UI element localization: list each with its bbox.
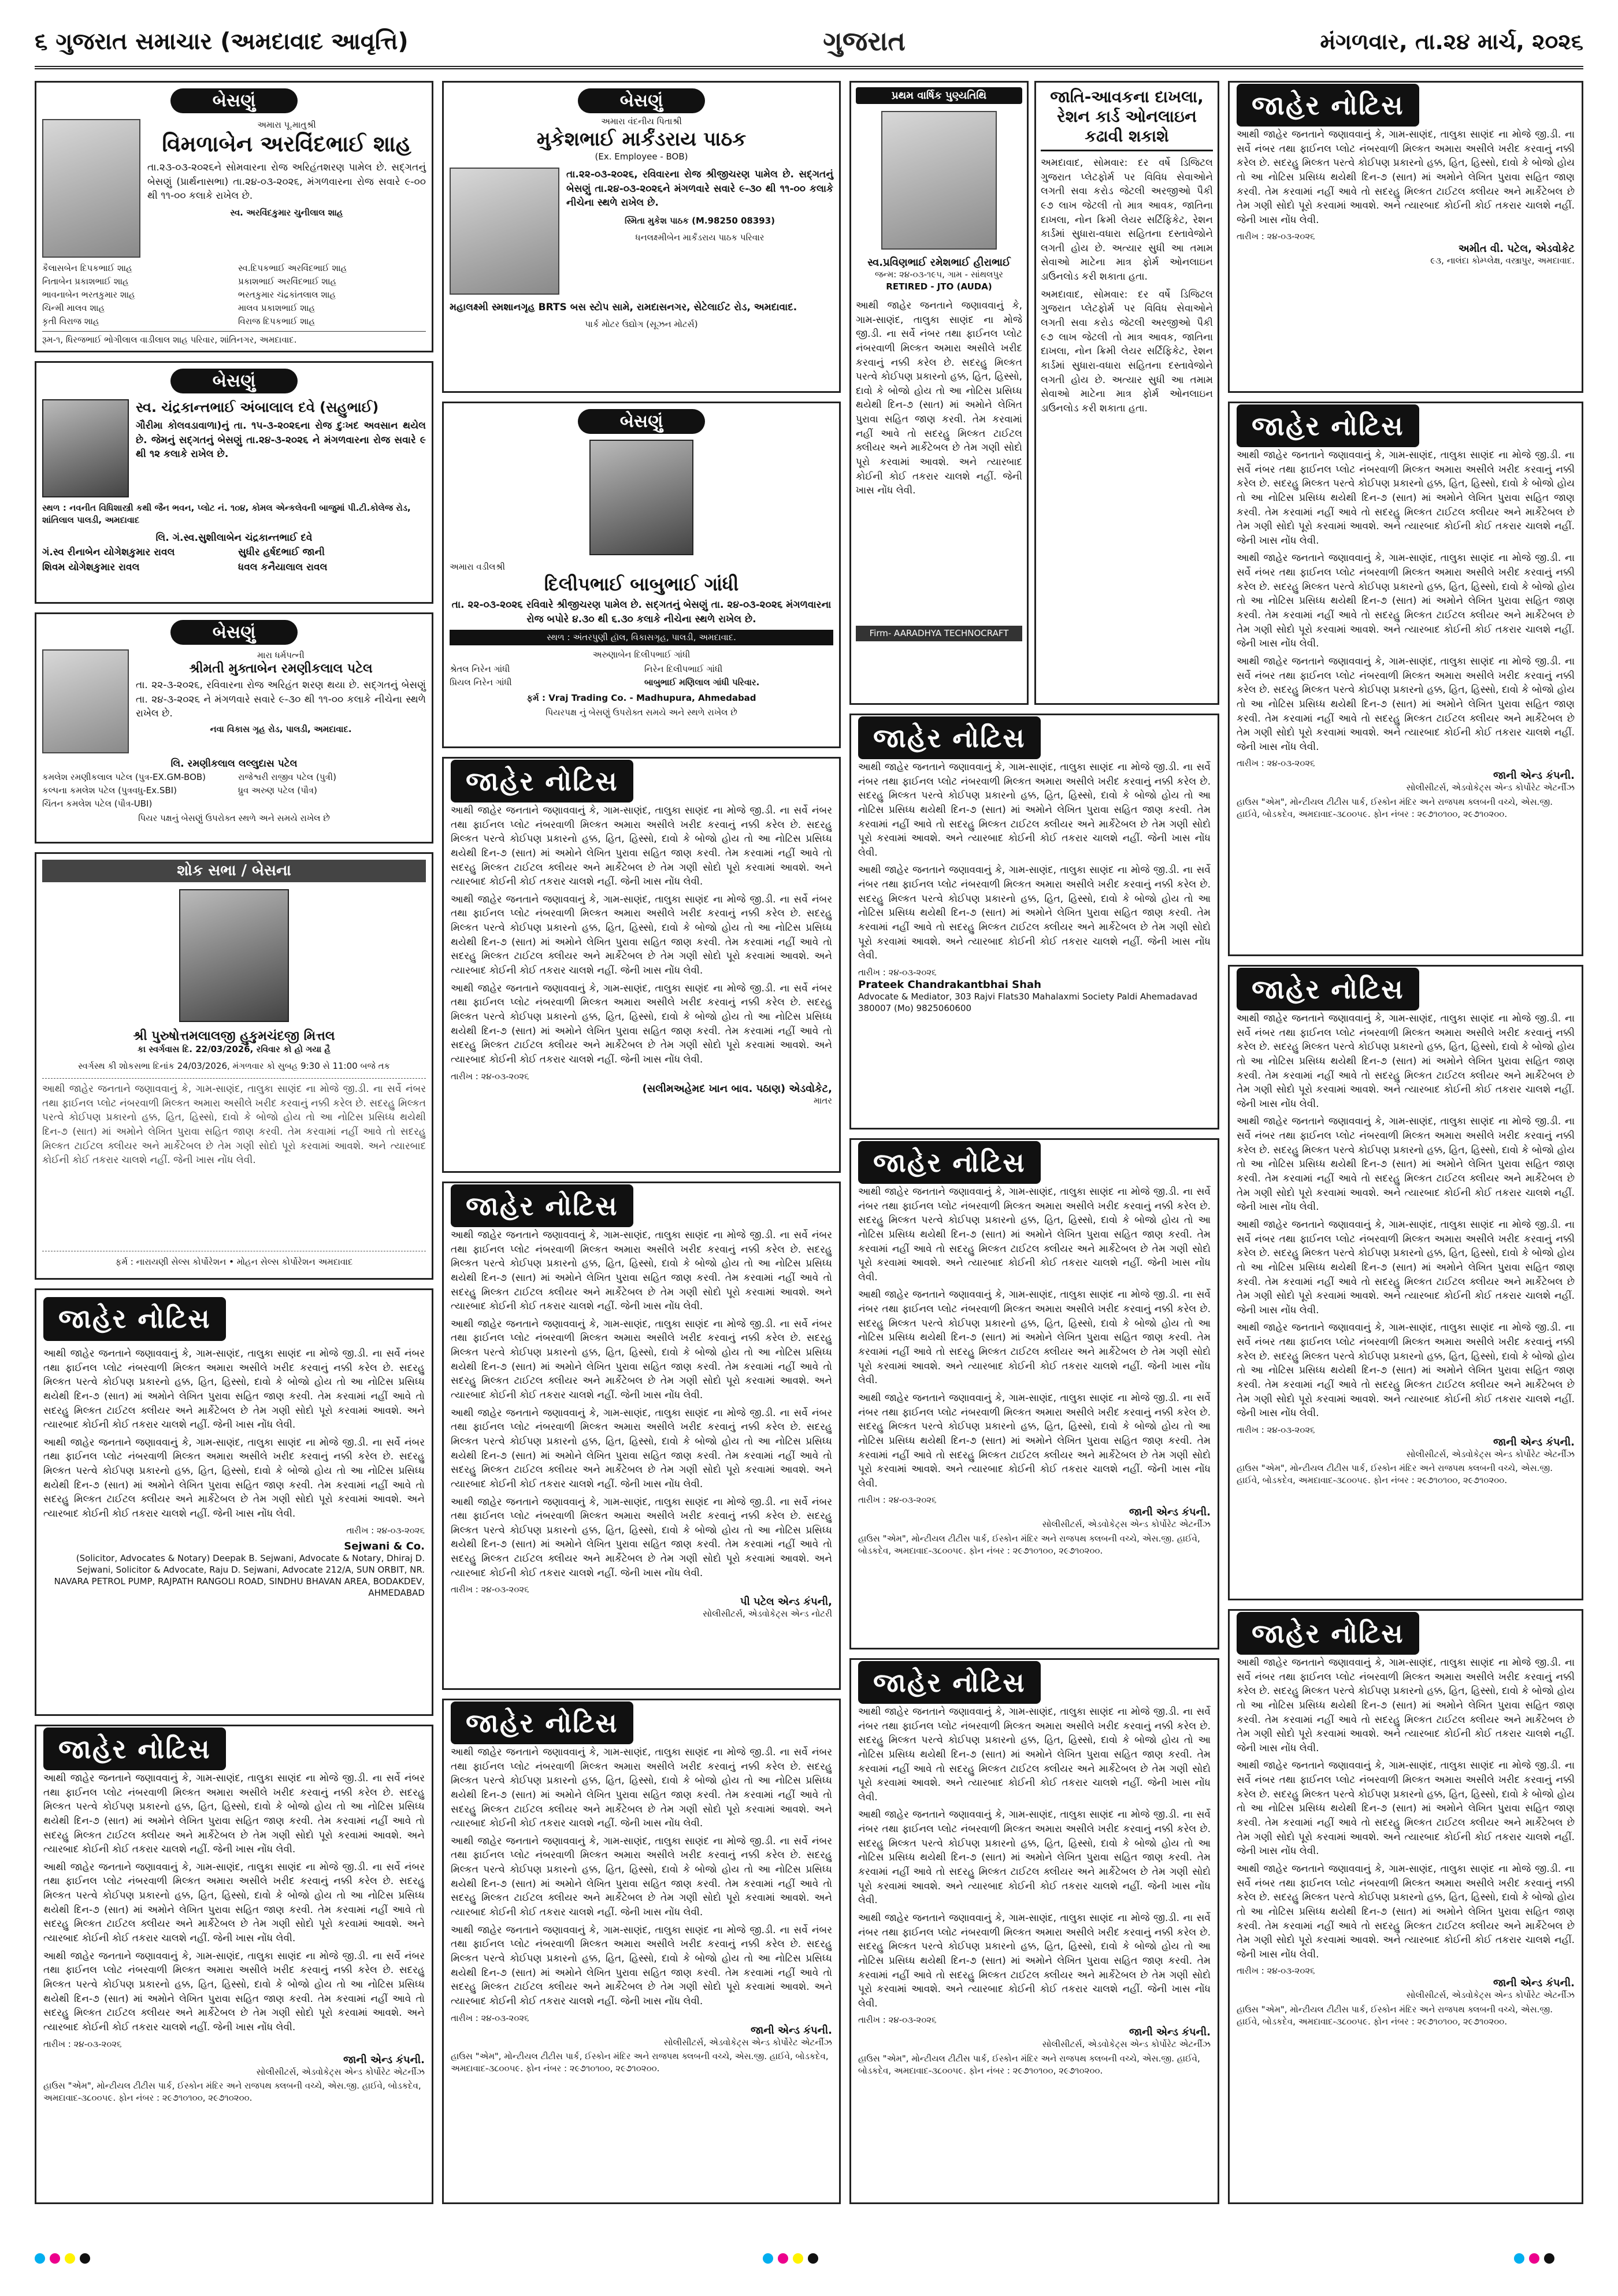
notice-lawyer: જાની એન્ડ કંપની. bbox=[343, 2053, 425, 2066]
notice-firm: સોલીસીટર્સ, એડવોકેટ્સ એન્ડ કોર્પોરેટ એટર્નીઝ bbox=[663, 2037, 832, 2048]
cmyk-dot bbox=[1529, 2253, 1539, 2264]
public-notice-amitpatel bbox=[1228, 81, 1583, 393]
notice-date: તારીખ : ૨૪-૦૩-૨૦૨૬ bbox=[43, 2038, 122, 2049]
notice-body: આથી જાહેર જનતાને જણાવવાનું કે, ગામ-સાણંદ, તાલુકા સાણંદ ના મોજે જી.ડી. ના સર્વે નંબર તથા ફાઈનલ પ્લોટ નંબરવાળી મિલ્કત અમારા અસીલે ખરીદ કરવાનું નક્કી કરેલ છે. સદરહુ મિલ્કત પરત્વે કોઈપણ પ્રકારનો હક્ક, હિત, હિસ્સો, દાવો કે બોજો હોય તો આ નોટિસ પ્રસિધ્ધ થયેથી દિન-૭ (સાત) માં અમોને લેખિત પુરાવા સહિત જાણ કરવી. તેમ કરવામાં નહીં આવે તો સદરહુ મિલ્કત ટાઈટલ ક્લીયર અને માર્કેટેબલ છે તેમ ગણી સોદો પૂરો કરવામાં આવશે. અને ત્યારબાદ કોઈની કોઈ તકરાર ચાલશે નહીં. જેની ખાસ નોંધ લેવી. bbox=[43, 1861, 425, 1945]
notice-body: આથી જાહેર જનતાને જણાવવાનું કે, ગામ-સાણંદ, તાલુકા સાણંદ ના મોજે જી.ડી. ના સર્વે નંબર તથા ફાઈનલ પ્લોટ નંબરવાળી મિલ્કત અમારા અસીલે ખરીદ કરવાનું નક્કી કરેલ છે. સદરહુ મિલ્કત પરત્વે કોઈપણ પ્રકારનો હક્ક, હિત, હિસ્સો, દાવો કે બોજો હોય તો આ નોટિસ પ્રસિધ્ધ થયેથી દિન-૭ (સાત) માં અમોને લેખિત પુરાવા સહિત જાણ કરવી. તેમ કરવામાં નહીં આવે તો સદરહુ મિલ્કત ટાઈટલ ક્લીયર અને માર્કેટેબલ છે તેમ ગણી સોદો પૂરો કરવામાં આવશે. અને ત્યારબાદ કોઈની કોઈ તકરાર ચાલશે નહીં. જેની ખાસ નોંધ લેવી. bbox=[43, 1436, 425, 1520]
obituary-mukeshbhai bbox=[442, 81, 841, 393]
notice-label: જાહેર નોટિસ bbox=[43, 1727, 226, 1770]
notice-firm: સોલીસીટર્સ, એડવોકેટ્સ એન્ડ કોર્પોરેટ એટર્નીઝ bbox=[1042, 1519, 1211, 1530]
news-headline: જાતિ-આવકના દાખલા, રેશન કાર્ડ ઓનલાઇન કઢાવી શકાશે bbox=[1041, 87, 1213, 151]
notice-body: આથી જાહેર જનતાને જણાવવાનું કે, ગામ-સાણંદ, તાલુકા સાણંદ ના મોજે જી.ડી. ના સર્વે નંબર તથા ફાઈનલ પ્લોટ નંબરવાળી મિલ્કત અમારા અસીલે ખરીદ કરવાનું નક્કી કરેલ છે. સદરહુ મિલ્કત પરત્વે કોઈપણ પ્રકારનો હક્ક, હિત, હિસ્સો, દાવો કે બોજો હોય તો આ નોટિસ પ્રસિધ્ધ થયેથી દિન-૭ (સાત) માં અમોને લેખિત પુરાવા સહિત જાણ કરવી. તેમ કરવામાં નહીં આવે તો સદરહુ મિલ્કત ટાઈટલ ક્લીયર અને માર્કેટેબલ છે તેમ ગણી સોદો પૂરો કરવામાં આવશે. અને ત્યારબાદ કોઈની કોઈ તકરાર ચાલશે નહીં. જેની ખાસ નોંધ લેવી. bbox=[858, 1392, 1211, 1489]
notice-body: આથી જાહેર જનતાને જણાવવાનું કે, ગામ-સાણંદ, તાલુકા સાણંદ ના મોજે જી.ડી. ના સર્વે નંબર તથા ફાઈનલ પ્લોટ નંબરવાળી મિલ્કત અમારા અસીલે ખરીદ કરવાનું નક્કી કરેલ છે. સદરહુ મિલ્કત પરત્વે કોઈપણ પ્રકારનો હક્ક, હિત, હિસ્સો, દાવો કે બોજો હોય તો આ નોટિસ પ્રસિધ્ધ થયેથી દિન-૭ (સાત) માં અમોને લેખિત પુરાવા સહિત જાણ કરવી. તેમ કરવામાં નહીં આવે તો સદરહુ મિલ્કત ટાઈટલ ક્લીયર અને માર્કેટેબલ છે તેમ ગણી સોદો પૂરો કરવામાં આવશે. અને ત્યારબાદ કોઈની કોઈ તકરાર ચાલશે નહીં. જેની ખાસ નોંધ લેવી. bbox=[1237, 1116, 1575, 1213]
notice-firm: ૯૩, નાલંદા કોમ્પ્લેક્ષ, વસ્ત્રાપુર, અમદાવાદ. bbox=[1430, 255, 1575, 266]
notice-body: આથી જાહેર જનતાને જણાવવાનું કે, ગામ-સાણંદ, તાલુકા સાણંદ ના મોજે જી.ડી. ના સર્વે નંબર તથા ફાઈનલ પ્લોટ નંબરવાળી મિલ્કત અમારા અસીલે ખરીદ કરવાનું નક્કી કરેલ છે. સદરહુ મિલ્કત પરત્વે કોઈપણ પ્રકારનો હક્ક, હિત, હિસ્સો, દાવો કે બોજો હોય તો આ નોટિસ પ્રસિધ્ધ થયેથી દિન-૭ (સાત) માં અમોને લેખિત પુરાવા સહિત જાણ કરવી. તેમ કરવામાં નહીં આવે તો સદરહુ મિલ્કત ટાઈટલ ક્લીયર અને માર્કેટેબલ છે તેમ ગણી સોદો પૂરો કરવામાં આવશે. અને ત્યારબાદ કોઈની કોઈ તકરાર ચાલશે નહીં. જેની ખાસ નોંધ લેવી. bbox=[451, 1835, 832, 1919]
portrait-photo bbox=[42, 399, 129, 497]
obit-venue: સ્થળ : અંતરપુણી હૉલ, વિકાસગૃહ, પાલડી, અમદાવાદ. bbox=[450, 630, 833, 645]
relative: બાબુભાઈ મણિલાલ ગાંધી પરિવાર. bbox=[644, 677, 760, 688]
notice-label: જાહેર નોટિસ bbox=[858, 1661, 1041, 1704]
public-notice bbox=[1228, 1609, 1583, 2204]
obit-tag: બેસણું bbox=[170, 88, 298, 113]
notice-body: આથી જાહેર જનતાને જણાવવાનું કે, ગામ-સાણંદ, તાલુકા સાણંદ ના મોજે જી.ડી. ના સર્વે નંબર તથા ફાઈનલ પ્લોટ નંબરવાળી મિલ્કત અમારા અસીલે ખરીદ કરવાનું નક્કી કરેલ છે. સદરહુ મિલ્કત પરત્વે કોઈપણ પ્રકારનો હક્ક, હિત, હિસ્સો, દાવો કે બોજો હોય તો આ નોટિસ પ્રસિધ્ધ થયેથી દિન-૭ (સાત) માં અમોને લેખિત પુરાવા સહિત જાણ કરવી. તેમ કરવામાં નહીં આવે તો સદરહુ મિલ્કત ટાઈટલ ક્લીયર અને માર્કેટેબલ છે તેમ ગણી સોદો પૂરો કરવામાં આવશે. અને ત્યારબાદ કોઈની કોઈ તકરાર ચાલશે નહીં. જેની ખાસ નોંધ લેવી. bbox=[451, 805, 832, 888]
notice-firm: માતર bbox=[814, 1095, 832, 1106]
notice-date: તારીખ : ૨૪-૦૩-૨૦૨૬ bbox=[451, 2012, 529, 2023]
obit-name: શ્રી પુરુષોત્તમલાલજી હુકુમચંદજી મિત્તલ bbox=[133, 1029, 335, 1043]
notice-date: તારીખ : ૨૪-૦૩-૨૦૨૬ bbox=[1237, 1424, 1315, 1435]
obit-sub: (Ex. Employee - BOB) bbox=[595, 151, 688, 162]
anniversary-firm: Firm- AARADHYA TECHNOCRAFT bbox=[856, 626, 1022, 641]
obituary-vimlaben bbox=[35, 81, 433, 352]
cmyk-dot bbox=[793, 2253, 803, 2264]
notice-lawyer: જાની એન્ડ કંપની. bbox=[750, 2024, 832, 2037]
notice-lawyer: જાની એન્ડ કંપની. bbox=[1493, 770, 1575, 782]
obit-family: લિ. ગં.સ્વ.સુશીલાબેન ચંદ્રકાન્તભાઈ દવે bbox=[155, 532, 313, 544]
obit-footer: પાર્ક મોટર ઉદ્યોગ (સૂઝન મોટર્સ) bbox=[585, 318, 698, 329]
notice-body: આથી જાહેર જનતાને જણાવવાનું કે, ગામ-સાણંદ, તાલુકા સાણંદ ના મોજે જી.ડી. ના સર્વે નંબર તથા ફાઈનલ પ્લોટ નંબરવાળી મિલ્કત અમારા અસીલે ખરીદ કરવાનું નક્કી કરેલ છે. સદરહુ મિલ્કત પરત્વે કોઈપણ પ્રકારનો હક્ક, હિત, હિસ્સો, દાવો કે બોજો હોય તો આ નોટિસ પ્રસિધ્ધ થયેથી દિન-૭ (સાત) માં અમોને લેખિત પુરાવા સહિત જાણ કરવી. તેમ કરવામાં નહીં આવે તો સદરહુ મિલ્કત ટાઈટલ ક્લીયર અને માર્કેટેબલ છે તેમ ગણી સોદો પૂરો કરવામાં આવશે. અને ત્યારબાદ કોઈની કોઈ તકરાર ચાલશે નહીં. જેની ખાસ નોંધ લેવી. bbox=[451, 1496, 832, 1579]
obit-pre: મારા ધર્મપત્ની bbox=[257, 650, 305, 660]
notice-date: તારીખ : ૨૪-૦૩-૨૦૨૬ bbox=[858, 967, 937, 978]
notice-firm: સોલીસીટર્સ, એડવોકેટ્સ એન્ડ કોર્પોરેટ એટર્નીઝ bbox=[1406, 1990, 1575, 2001]
obit-address: રૂમ-૧, ધિરજભાઈ ભોગીલાલ વાડીલાલ શાહ પરિવાર, શાંતિનગર, અમદાવાદ. bbox=[42, 331, 426, 346]
relatives-list bbox=[42, 1078, 426, 1251]
notice-lawyer: જાની એન્ડ કંપની. bbox=[1493, 1977, 1575, 1990]
masthead-section: ગુજરાત bbox=[823, 25, 906, 57]
relative: ભરતકુમાર ચંદ્રકાંતલાલ શાહ bbox=[238, 289, 336, 300]
notice-label: જાહેર નોટિસ bbox=[858, 716, 1041, 759]
public-notice bbox=[849, 1138, 1219, 1649]
obit-body: તા.૨૨-૦૩-૨૦૨૬, રવિવારના રોજ શ્રીજીચરણ પામેલ છે. સદ્‌ગતનું બેસણું તા.૨૪-૦૩-૨૦૨૬ને મંગળવારે સવારે ૯-૩૦ થી ૧૧-૦૦ કલાકે નીચેના સ્થળે રાખેલ છે. bbox=[566, 169, 833, 209]
obit-venue: નવા વિકાસ ગૃહ રોડ, પાલડી, અમદાવાદ. bbox=[210, 723, 352, 734]
obit-late: લિ. રમણીકલાલ લલ્લુદાસ પટેલ bbox=[170, 758, 298, 770]
obit-family: ધનલક્ષ્મીબેન માર્કંડરાય પાઠક પરિવાર bbox=[635, 232, 765, 243]
relative: કમલેશ રમણીકલાલ પટેલ (પુત્ર-EX.GM-BOB) bbox=[42, 771, 206, 782]
anniversary-tag: પ્રથમ વાર્ષિક પુણ્યતિથિ bbox=[856, 87, 1022, 104]
relative: કલ્પના કમલેશ પટેલ (પુત્રવધુ-Ex.SBI) bbox=[42, 785, 177, 796]
public-notice-pipatel bbox=[442, 1182, 841, 1690]
notice-body: આથી જાહેર જનતાને જણાવવાનું કે, ગામ-સાણંદ, તાલુકા સાણંદ ના મોજે જી.ડી. ના સર્વે નંબર તથા ફાઈનલ પ્લોટ નંબરવાળી મિલ્કત અમારા અસીલે ખરીદ કરવાનું નક્કી કરેલ છે. સદરહુ મિલ્કત પરત્વે કોઈપણ પ્રકારનો હક્ક, હિત, હિસ્સો, દાવો કે બોજો હોય તો આ નોટિસ પ્રસિધ્ધ થયેથી દિન-૭ (સાત) માં અમોને લેખિત પુરાવા સહિત જાણ કરવી. તેમ કરવામાં નહીં આવે તો સદરહુ મિલ્કત ટાઈટલ ક્લીયર અને માર્કેટેબલ છે તેમ ગણી સોદો પૂરો કરવામાં આવશે. અને ત્યારબાદ કોઈની કોઈ તકરાર ચાલશે નહીં. જેની ખાસ નોંધ લેવી. bbox=[858, 864, 1211, 962]
obituary-muktaben bbox=[35, 612, 433, 844]
notice-body: આથી જાહેર જનતાને જણાવવાનું કે, ગામ-સાણંદ, તાલુકા સાણંદ ના મોજે જી.ડી. ના સર્વે નંબર તથા ફાઈનલ પ્લોટ નંબરવાળી મિલ્કત અમારા અસીલે ખરીદ કરવાનું નક્કી કરેલ છે. સદરહુ મિલ્કત પરત્વે કોઈપણ પ્રકારનો હક્ક, હિત, હિસ્સો, દાવો કે બોજો હોય તો આ નોટિસ પ્રસિધ્ધ થયેથી દિન-૭ (સાત) માં અમોને લેખિત પુરાવા સહિત જાણ કરવી. તેમ કરવામાં નહીં આવે તો સદરહુ મિલ્કત ટાઈટલ ક્લીયર અને માર્કેટેબલ છે તેમ ગણી સોદો પૂરો કરવામાં આવશે. અને ત્યારબાદ કોઈની કોઈ તકરાર ચાલશે નહીં. જેની ખાસ નોંધ લેવી. bbox=[858, 1289, 1211, 1387]
relative: નિરેન દિલીપભાઈ ગાંધી bbox=[644, 664, 723, 675]
notice-body: આથી જાહેર જનતાને જણાવવાનું કે, ગામ-સાણંદ, તાલુકા સાણંદ ના મોજે જી.ડી. ના સર્વે નંબર તથા ફાઈનલ પ્લોટ નંબરવાળી મિલ્કત અમારા અસીલે ખરીદ કરવાનું નક્કી કરેલ છે. સદરહુ મિલ્કત પરત્વે કોઈપણ પ્રકારનો હક્ક, હિત, હિસ્સો, દાવો કે બોજો હોય તો આ નોટિસ પ્રસિધ્ધ થયેથી દિન-૭ (સાત) માં અમોને લેખિત પુરાવા સહિત જાણ કરવી. તેમ કરવામાં નહીં આવે તો સદરહુ મિલ્કત ટાઈટલ ક્લીયર અને માર્કેટેબલ છે તેમ ગણી સોદો પૂરો કરવામાં આવશે. અને ત્યારબાદ કોઈની કોઈ તકરાર ચાલશે નહીં. જેની ખાસ નોંધ લેવી. bbox=[43, 1348, 425, 1431]
relative: શિવમ યોગેશકુમાર રાવલ bbox=[42, 562, 140, 574]
notice-body: આથી જાહેર જનતાને જણાવવાનું કે, ગામ-સાણંદ, તાલુકા સાણંદ ના મોજે જી.ડી. ના સર્વે નંબર તથા ફાઈનલ પ્લોટ નંબરવાળી મિલ્કત અમારા અસીલે ખરીદ કરવાનું નક્કી કરેલ છે. સદરહુ મિલ્કત પરત્વે કોઈપણ પ્રકારનો હક્ક, હિત, હિસ્સો, દાવો કે બોજો હોય તો આ નોટિસ પ્રસિધ્ધ થયેથી દિન-૭ (સાત) માં અમોને લેખિત પુરાવા સહિત જાણ કરવી. તેમ કરવામાં નહીં આવે તો સદરહુ મિલ્કત ટાઈટલ ક્લીયર અને માર્કેટેબલ છે તેમ ગણી સોદો પૂરો કરવામાં આવશે. અને ત્યારબાદ કોઈની કોઈ તકરાર ચાલશે નહીં. જેની ખાસ નોંધ લેવી. bbox=[858, 1809, 1211, 1907]
notice-firm: (Solicitor, Advocates & Notary) Deepak B. Sejwani, Advocate & Notary, Dhiraj D. Sejwani, Solicitor & Advocate, Raju D. Sejwani, Advocate 212/A, SUN ORBIT, NR. NAVARA PETROL PUMP, RAJPATH RANGOLI ROAD, SINDHU BHAVAN AREA, BODAKDEV, AHMEDABAD bbox=[54, 1552, 425, 1599]
notice-body: આથી જાહેર જનતાને જણાવવાનું કે, ગામ-સાણંદ, તાલુકા સાણંદ ના મોજે જી.ડી. ના સર્વે નંબર તથા ફાઈનલ પ્લોટ નંબરવાળી મિલ્કત અમારા અસીલે ખરીદ કરવાનું નક્કી કરેલ છે. સદરહુ મિલ્કત પરત્વે કોઈપણ પ્રકારનો હક્ક, હિત, હિસ્સો, દાવો કે બોજો હોય તો આ નોટિસ પ્રસિધ્ધ થયેથી દિન-૭ (સાત) માં અમોને લેખિત પુરાવા સહિત જાણ કરવી. તેમ કરવામાં નહીં આવે તો સદરહુ મિલ્કત ટાઈટલ ક્લીયર અને માર્કેટેબલ છે તેમ ગણી સોદો પૂરો કરવામાં આવશે. અને ત્યારબાદ કોઈની કોઈ તકરાર ચાલશે નહીં. જેની ખાસ નોંધ લેવી. bbox=[451, 1229, 832, 1313]
notice-lawyer: Prateek Chandrakantbhai Shah bbox=[858, 978, 1041, 991]
notice-body: આથી જાહેર જનતાને જણાવવાનું કે, ગામ-સાણંદ, તાલુકા સાણંદ ના મોજે જી.ડી. ના સર્વે નંબર તથા ફાઈનલ પ્લોટ નંબરવાળી મિલ્કત અમારા અસીલે ખરીદ કરવાનું નક્કી કરેલ છે. સદરહુ મિલ્કત પરત્વે કોઈપણ પ્રકારનો હક્ક, હિત, હિસ્સો, દાવો કે બોજો હોય તો આ નોટિસ પ્રસિધ્ધ થયેથી દિન-૭ (સાત) માં અમોને લેખિત પુરાવા સહિત જાણ કરવી. તેમ કરવામાં નહીં આવે તો સદરહુ મિલ્કત ટાઈટલ ક્લીયર અને માર્કેટેબલ છે તેમ ગણી સોદો પૂરો કરવામાં આવશે. અને ત્યારબાદ કોઈની કોઈ તકરાર ચાલશે નહીં. જેની ખાસ નોંધ લેવી. bbox=[1237, 1760, 1575, 1857]
notice-body: આથી જાહેર જનતાને જણાવવાનું કે, ગામ-સાણંદ, તાલુકા સાણંદ ના મોજે જી.ડી. ના સર્વે નંબર તથા ફાઈનલ પ્લોટ નંબરવાળી મિલ્કત અમારા અસીલે ખરીદ કરવાનું નક્કી કરેલ છે. સદરહુ મિલ્કત પરત્વે કોઈપણ પ્રકારનો હક્ક, હિત, હિસ્સો, દાવો કે બોજો હોય તો આ નોટિસ પ્રસિધ્ધ થયેથી દિન-૭ (સાત) માં અમોને લેખિત પુરાવા સહિત જાણ કરવી. તેમ કરવામાં નહીં આવે તો સદરહુ મિલ્કત ટાઈટલ ક્લીયર અને માર્કેટેબલ છે તેમ ગણી સોદો પૂરો કરવામાં આવશે. અને ત્યારબાદ કોઈની કોઈ તકરાર ચાલશે નહીં. જેની ખાસ નોંધ લેવી. bbox=[451, 982, 832, 1065]
portrait-photo bbox=[42, 119, 140, 258]
relatives-text: આથી જાહેર જનતાને જણાવવાનું કે, ગામ-સાણંદ, તાલુકા સાણંદ ના મોજે જી.ડી. ના સર્વે નંબર તથા ફાઈનલ પ્લોટ નંબરવાળી મિલ્કત અમારા અસીલે ખરીદ કરવાનું નક્કી કરેલ છે. સદરહુ મિલ્કત પરત્વે કોઈપણ પ્રકારનો હક્ક, હિત, હિસ્સો, દાવો કે બોજો હોય તો આ નોટિસ પ્રસિધ્ધ થયેથી દિન-૭ (સાત) માં અમોને લેખિત પુરાવા સહિત જાણ કરવી. તેમ કરવામાં નહીં આવે તો સદરહુ મિલ્કત ટાઈટલ ક્લીયર અને માર્કેટેબલ છે તેમ ગણી સોદો પૂરો કરવામાં આવશે. અને ત્યારબાદ કોઈની કોઈ તકરાર ચાલશે નહીં. જેની ખાસ નોંધ લેવી. bbox=[42, 1083, 426, 1166]
notice-lawyer: અમીત વી. પટેલ, એડવોકેટ bbox=[1458, 243, 1575, 255]
notice-body: આથી જાહેર જનતાને જણાવવાનું કે, ગામ-સાણંદ, તાલુકા સાણંદ ના મોજે જી.ડી. ના સર્વે નંબર તથા ફાઈનલ પ્લોટ નંબરવાળી મિલ્કત અમારા અસીલે ખરીદ કરવાનું નક્કી કરેલ છે. સદરહુ મિલ્કત પરત્વે કોઈપણ પ્રકારનો હક્ક, હિત, હિસ્સો, દાવો કે બોજો હોય તો આ નોટિસ પ્રસિધ્ધ થયેથી દિન-૭ (સાત) માં અમોને લેખિત પુરાવા સહિત જાણ કરવી. તેમ કરવામાં નહીં આવે તો સદરહુ મિલ્કત ટાઈટલ ક્લીયર અને માર્કેટેબલ છે તેમ ગણી સોદો પૂરો કરવામાં આવશે. અને ત્યારબાદ કોઈની કોઈ તકરાર ચાલશે નહીં. જેની ખાસ નોંધ લેવી. bbox=[1237, 655, 1575, 753]
obit-venue: સ્વર્ગસ્થ કી શોકસભા દિનાંક 24/03/2026, મંગળવાર કો સુબહ 9:30 સે 11:00 બજે તક bbox=[78, 1061, 390, 1071]
notice-label: જાહેર નોટિસ bbox=[1237, 968, 1419, 1010]
public-notice-matar bbox=[442, 757, 841, 1173]
notice-label: જાહેર નોટિસ bbox=[451, 1701, 633, 1744]
obituary-chandrakant bbox=[35, 361, 433, 604]
page-body bbox=[35, 81, 1583, 2242]
notice-body: આથી જાહેર જનતાને જણાવવાનું કે, ગામ-સાણંદ, તાલુકા સાણંદ ના મોજે જી.ડી. ના સર્વે નંબર તથા ફાઈનલ પ્લોટ નંબરવાળી મિલ્કત અમારા અસીલે ખરીદ કરવાનું નક્કી કરેલ છે. સદરહુ મિલ્કત પરત્વે કોઈપણ પ્રકારનો હક્ક, હિત, હિસ્સો, દાવો કે બોજો હોય તો આ નોટિસ પ્રસિધ્ધ થયેથી દિન-૭ (સાત) માં અમોને લેખિત પુરાવા સહિત જાણ કરવી. તેમ કરવામાં નહીં આવે તો સદરહુ મિલ્કત ટાઈટલ ક્લીયર અને માર્કેટેબલ છે તેમ ગણી સોદો પૂરો કરવામાં આવશે. અને ત્યારબાદ કોઈની કોઈ તકરાર ચાલશે નહીં. જેની ખાસ નોંધ લેવી. bbox=[1237, 1218, 1575, 1316]
masthead-left: ૬ ગુજરાત સમાચાર (અમદાવાદ આવૃત્તિ) bbox=[35, 28, 409, 55]
notice-body: આથી જાહેર જનતાને જણાવવાનું કે, ગામ-સાણંદ, તાલુકા સાણંદ ના મોજે જી.ડી. ના સર્વે નંબર તથા ફાઈનલ પ્લોટ નંબરવાળી મિલ્કત અમારા અસીલે ખરીદ કરવાનું નક્કી કરેલ છે. સદરહુ મિલ્કત પરત્વે કોઈપણ પ્રકારનો હક્ક, હિત, હિસ્સો, દાવો કે બોજો હોય તો આ નોટિસ પ્રસિધ્ધ થયેથી દિન-૭ (સાત) માં અમોને લેખિત પુરાવા સહિત જાણ કરવી. તેમ કરવામાં નહીં આવે તો સદરહુ મિલ્કત ટાઈટલ ક્લીયર અને માર્કેટેબલ છે તેમ ગણી સોદો પૂરો કરવામાં આવશે. અને ત્યારબાદ કોઈની કોઈ તકરાર ચાલશે નહીં. જેની ખાસ નોંધ લેવી. bbox=[858, 1186, 1211, 1283]
obit-venue: સ્થળ : નવનીત વિધિશાસ્ત્રી કથી જૈન ભવન, પ્લોટ નં. ૧૦૪, કોમલ એન્કલેવની બાજુમાં પી.ટી.કોલેજ રોડ, શાંતિલાલ પાલડી, અમદાવાદ bbox=[42, 503, 411, 525]
relative: પ્રિયલ નિરેન ગાંધી bbox=[450, 677, 512, 688]
notice-body: આથી જાહેર જનતાને જણાવવાનું કે, ગામ-સાણંદ, તાલુકા સાણંદ ના મોજે જી.ડી. ના સર્વે નંબર તથા ફાઈનલ પ્લોટ નંબરવાળી મિલ્કત અમારા અસીલે ખરીદ કરવાનું નક્કી કરેલ છે. સદરહુ મિલ્કત પરત્વે કોઈપણ પ્રકારનો હક્ક, હિત, હિસ્સો, દાવો કે બોજો હોય તો આ નોટિસ પ્રસિધ્ધ થયેથી દિન-૭ (સાત) માં અમોને લેખિત પુરાવા સહિત જાણ કરવી. તેમ કરવામાં નહીં આવે તો સદરહુ મિલ્કત ટાઈટલ ક્લીયર અને માર્કેટેબલ છે તેમ ગણી સોદો પૂરો કરવામાં આવશે. અને ત્યારબાદ કોઈની કોઈ તકરાર ચાલશે નહીં. જેની ખાસ નોંધ લેવી. bbox=[1237, 1322, 1575, 1420]
notice-lawyer: Sejwani & Co. bbox=[344, 1540, 425, 1552]
cmyk-dot bbox=[50, 2253, 60, 2264]
obit-name: સ્વ. ચંદ્રકાન્તભાઈ અંબાલાલ દવે (સહુભાઈ) bbox=[136, 399, 379, 415]
obit-body: તા. ૨૨-૦૩-૨૦૨૬ રવિવારે શ્રીજીચરણ પામેલ છે. સદ્‌ગતનું બેસણું તા. ૨૪-૦૩-૨૦૨૬ મંગળવારના રોજ બપોરે ૪.૩૦ થી ૬.૩૦ કલાકે નીચેના સ્થળે રાખેલ છે. bbox=[451, 599, 832, 625]
notice-lawyer: જાની એન્ડ કંપની. bbox=[1493, 1436, 1575, 1448]
relative: ચિંતન કમલેશ પટેલ (પૌત્ર-UBI) bbox=[42, 798, 153, 809]
relative: ધ્રુવ અરુણ પટેલ (પૌત્ર) bbox=[238, 785, 317, 796]
obituary-mittal bbox=[35, 852, 433, 1280]
notice-address: હાઉસ "એમ", મોન્ટીયલ ટીટીસ પાર્ક, ઈસ્કોન મંદિર અને રાજપથ ક્લબની વચ્ચે, એસ.જી. હાઈવે, બોડકદેવ, અમદાવાદ-૩૮૦૦૫૯. ફોન નંબર : ૨૯૭૧૦૧૦૦, ૨૯૭૧૦૨૦૦. bbox=[451, 2050, 829, 2074]
obit-late: સ્વ. અરવિંદકુમાર ચુનીલાલ શાહ bbox=[230, 207, 343, 218]
notice-body: આથી જાહેર જનતાને જણાવવાનું કે, ગામ-સાણંદ, તાલુકા સાણંદ ના મોજે જી.ડી. ના સર્વે નંબર તથા ફાઈનલ પ્લોટ નંબરવાળી મિલ્કત અમારા અસીલે ખરીદ કરવાનું નક્કી કરેલ છે. સદરહુ મિલ્કત પરત્વે કોઈપણ પ્રકારનો હક્ક, હિત, હિસ્સો, દાવો કે બોજો હોય તો આ નોટિસ પ્રસિધ્ધ થયેથી દિન-૭ (સાત) માં અમોને લેખિત પુરાવા સહિત જાણ કરવી. તેમ કરવામાં નહીં આવે તો સદરહુ મિલ્કત ટાઈટલ ક્લીયર અને માર્કેટેબલ છે તેમ ગણી સોદો પૂરો કરવામાં આવશે. અને ત્યારબાદ કોઈની કોઈ તકરાર ચાલશે નહીં. જેની ખાસ નોંધ લેવી. bbox=[1237, 1863, 1575, 1960]
notice-lawyer: જાની એન્ડ કંપની. bbox=[1129, 2026, 1211, 2039]
notice-address: હાઉસ "એમ", મોન્ટીયલ ટીટીસ પાર્ક, ઈસ્કોન મંદિર અને રાજપથ ક્લબની વચ્ચે, એસ.જી. હાઈવે, બોડકદેવ, અમદાવાદ-૩૮૦૦૫૯. ફોન નંબર : ૨૯૭૧૦૧૦૦, ૨૯૭૧૦૨૦૦. bbox=[1237, 796, 1553, 819]
cmyk-dot bbox=[35, 2253, 45, 2264]
notice-label: જાહેર નોટિસ bbox=[43, 1297, 226, 1341]
notice-address: હાઉસ "એમ", મોન્ટીયલ ટીટીસ પાર્ક, ઈસ્કોન મંદિર અને રાજપથ ક્લબની વચ્ચે, એસ.જી. હાઈવે, બોડકદેવ, અમદાવાદ-૩૮૦૦૫૯. ફોન નંબર : ૨૯૭૧૦૧૦૦, ૨૯૭૧૦૨૦૦. bbox=[858, 2053, 1200, 2076]
notice-body: આથી જાહેર જનતાને જણાવવાનું કે, ગામ-સાણંદ, તાલુકા સાણંદ ના મોજે જી.ડી. ના સર્વે નંબર તથા ફાઈનલ પ્લોટ નંબરવાળી મિલ્કત અમારા અસીલે ખરીદ કરવાનું નક્કી કરેલ છે. સદરહુ મિલ્કત પરત્વે કોઈપણ પ્રકારનો હક્ક, હિત, હિસ્સો, દાવો કે બોજો હોય તો આ નોટિસ પ્રસિધ્ધ થયેથી દિન-૭ (સાત) માં અમોને લેખિત પુરાવા સહિત જાણ કરવી. તેમ કરવામાં નહીં આવે તો સદરહુ મિલ્કત ટાઈટલ ક્લીયર અને માર્કેટેબલ છે તેમ ગણી સોદો પૂરો કરવામાં આવશે. અને ત્યારબાદ કોઈની કોઈ તકરાર ચાલશે નહીં. જેની ખાસ નોંધ લેવી. bbox=[1237, 129, 1575, 226]
notice-firm: સોલીસીટર્સ, એડવોકેટ્સ એન્ડ કોર્પોરેટ એટર્નીઝ bbox=[1406, 1448, 1575, 1459]
notice-label: જાહેર નોટિસ bbox=[451, 1184, 633, 1227]
obit-wife: અરુણાબેન દિલીપભાઈ ગાંધી bbox=[592, 649, 691, 660]
notice-date: તારીખ : ૨૪-૦૩-૨૦૨૬ bbox=[451, 1584, 529, 1595]
notice-label: જાહેર નોટિસ bbox=[451, 760, 633, 803]
relative: વિરાજ દિપકભાઈ શાહ bbox=[238, 316, 316, 326]
notice-body: આથી જાહેર જનતાને જણાવવાનું કે, ગામ-સાણંદ, તાલુકા સાણંદ ના મોજે જી.ડી. ના સર્વે નંબર તથા ફાઈનલ પ્લોટ નંબરવાળી મિલ્કત અમારા અસીલે ખરીદ કરવાનું નક્કી કરેલ છે. સદરહુ મિલ્કત પરત્વે કોઈપણ પ્રકારનો હક્ક, હિત, હિસ્સો, દાવો કે બોજો હોય તો આ નોટિસ પ્રસિધ્ધ થયેથી દિન-૭ (સાત) માં અમોને લેખિત પુરાવા સહિત જાણ કરવી. તેમ કરવામાં નહીં આવે તો સદરહુ મિલ્કત ટાઈટલ ક્લીયર અને માર્કેટેબલ છે તેમ ગણી સોદો પૂરો કરવામાં આવશે. અને ત્યારબાદ કોઈની કોઈ તકરાર ચાલશે નહીં. જેની ખાસ નોંધ લેવી. bbox=[858, 1912, 1211, 2009]
notice-body: આથી જાહેર જનતાને જણાવવાનું કે, ગામ-સાણંદ, તાલુકા સાણંદ ના મોજે જી.ડી. ના સર્વે નંબર તથા ફાઈનલ પ્લોટ નંબરવાળી મિલ્કત અમારા અસીલે ખરીદ કરવાનું નક્કી કરેલ છે. સદરહુ મિલ્કત પરત્વે કોઈપણ પ્રકારનો હક્ક, હિત, હિસ્સો, દાવો કે બોજો હોય તો આ નોટિસ પ્રસિધ્ધ થયેથી દિન-૭ (સાત) માં અમોને લેખિત પુરાવા સહિત જાણ કરવી. તેમ કરવામાં નહીં આવે તો સદરહુ મિલ્કત ટાઈટલ ક્લીયર અને માર્કેટેબલ છે તેમ ગણી સોદો પૂરો કરવામાં આવશે. અને ત્યારબાદ કોઈની કોઈ તકરાર ચાલશે નહીં. જેની ખાસ નોંધ લેવી. bbox=[43, 1773, 425, 1856]
relative: પ્રકાશભાઈ અરવિંદભાઈ શાહ bbox=[238, 276, 337, 287]
relative: કૃતી વિરાજ શાહ bbox=[42, 316, 99, 326]
notice-firm: સોલીસીટર્સ, એડવોકેટ્સ એન્ડ કોર્પોરેટ એટર્નીઝ bbox=[256, 2066, 425, 2077]
notice-lawyer: જાની એન્ડ કંપની. bbox=[1129, 1506, 1211, 1519]
relative: સ્વ.દિપકભાઈ અરવિંદભાઈ શાહ bbox=[238, 263, 347, 273]
cmyk-dot bbox=[1544, 2253, 1554, 2264]
masthead-date: મંગળવાર, તા.૨૪ માર્ચ, ૨૦૨૬ bbox=[1320, 28, 1583, 54]
obit-pre: અમારા વંદનીય પિતાશ્રી bbox=[601, 116, 682, 127]
obit-note: પિયરપક્ષ નું બેસણું ઉપરોક્ત સમયે અને સ્થળે રાખેલ છે bbox=[545, 707, 737, 718]
portrait-photo bbox=[179, 889, 289, 1022]
anniversary-dates: જન્મ: ૨૪-૦૩-૧૯૫, ગામ - સાંથલપુર bbox=[874, 269, 1003, 280]
notice-firm: સોલીસીટર્સ, એડવોકેટ્સ એન્ડ કોર્પોરેટ એટર્નીઝ bbox=[1406, 782, 1575, 793]
notice-date: તારીખ : ૨૪-૦૩-૨૦૨૬ bbox=[1237, 758, 1315, 769]
anniversary-name: સ્વ.પ્રવિણભાઈ રમેશભાઈ હીરાભાઈ bbox=[867, 257, 1011, 269]
notice-label: જાહેર નોટિસ bbox=[1237, 404, 1419, 447]
obit-body: તા. ૨૨-૩-૨૦૨૬, રવિવારના રોજ અરિહંત શરણ થયા છે. સદ્‌ગતનું બેસણું તા. ૨૪-૩-૨૦૨૬ ને મંગળવારે સવારે ૯-૩૦ થી ૧૧-૦૦ કલાકે નીચેના સ્થળે રાખેલ છે. bbox=[136, 679, 426, 720]
cmyk-dot bbox=[778, 2253, 788, 2264]
notice-date: તારીખ : ૨૪-૦૩-૨૦૨૬ bbox=[451, 1071, 529, 1082]
obit-pre: અમારા પૂ.માતુશ્રી bbox=[257, 120, 316, 130]
relative: સુધીર હર્ષદભાઈ જાની bbox=[238, 546, 325, 558]
notice-body: આથી જાહેર જનતાને જણાવવાનું કે, ગામ-સાણંદ, તાલુકા સાણંદ ના મોજે જી.ડી. ના સર્વે નંબર તથા ફાઈનલ પ્લોટ નંબરવાળી મિલ્કત અમારા અસીલે ખરીદ કરવાનું નક્કી કરેલ છે. સદરહુ મિલ્કત પરત્વે કોઈપણ પ્રકારનો હક્ક, હિત, હિસ્સો, દાવો કે બોજો હોય તો આ નોટિસ પ્રસિધ્ધ થયેથી દિન-૭ (સાત) માં અમોને લેખિત પુરાવા સહિત જાણ કરવી. તેમ કરવામાં નહીં આવે તો સદરહુ મિલ્કત ટાઈટલ ક્લીયર અને માર્કેટેબલ છે તેમ ગણી સોદો પૂરો કરવામાં આવશે. અને ત્યારબાદ કોઈની કોઈ તકરાર ચાલશે નહીં. જેની ખાસ નોંધ લેવી. bbox=[858, 761, 1211, 859]
obituary-dilipbhai bbox=[442, 402, 841, 748]
print-registration-marks bbox=[1514, 2253, 1554, 2271]
public-notice bbox=[1228, 965, 1583, 1600]
obit-tag: બેસણું bbox=[170, 620, 298, 645]
obit-tag: બેસણું bbox=[578, 88, 705, 113]
obit-date: કા સ્વર્ગવાસ દિ. 22/03/2026, રવિવાર કો હો ગયા હૈ bbox=[137, 1044, 331, 1054]
notice-label: જાહેર નોટિસ bbox=[1237, 84, 1419, 127]
relative: માલવ પ્રકાશભાઈ શાહ bbox=[238, 303, 316, 313]
news-body: અમદાવાદ, સોમવાર: દર વર્ષે ડિજિટલ ગુજરાત પ્લેટફોર્મ પર વિવિધ સેવાઓને લગતી સવા કરોડ જેટલી અરજીઓ પૈકી ૯૭ લાખ જેટલી તો માત્ર આવક, જાતિના દાખલા, નોન ક્રિમી લેયર સર્ટિફિકેટ, રેશન કાર્ડમાં સુધારા-વધારા સહિતના દસ્તાવેજોને લગતી હોય છે. અત્યાર સુધી આ તમામ સેવાઓ માટેના માત્ર ફોર્મ ઓનલાઇન ડાઉનલોડ કરી શકાતા હતા. bbox=[1041, 157, 1213, 283]
obit-contact: સ્મિતા મુકેશ પાઠક (M.98250 08393) bbox=[624, 215, 775, 226]
notice-date: તારીખ : ૨૪-૦૩-૨૦૨૬ bbox=[346, 1525, 425, 1536]
obit-tag: બેસણું bbox=[170, 369, 298, 393]
notice-body: આથી જાહેર જનતાને જણાવવાનું કે, ગામ-સાણંદ, તાલુકા સાણંદ ના મોજે જી.ડી. ના સર્વે નંબર તથા ફાઈનલ પ્લોટ નંબરવાળી મિલ્કત અમારા અસીલે ખરીદ કરવાનું નક્કી કરેલ છે. સદરહુ મિલ્કત પરત્વે કોઈપણ પ્રકારનો હક્ક, હિત, હિસ્સો, દાવો કે બોજો હોય તો આ નોટિસ પ્રસિધ્ધ થયેથી દિન-૭ (સાત) માં અમોને લેખિત પુરાવા સહિત જાણ કરવી. તેમ કરવામાં નહીં આવે તો સદરહુ મિલ્કત ટાઈટલ ક્લીયર અને માર્કેટેબલ છે તેમ ગણી સોદો પૂરો કરવામાં આવશે. અને ત્યારબાદ કોઈની કોઈ તકરાર ચાલશે નહીં. જેની ખાસ નોંધ લેવી. bbox=[1237, 1013, 1575, 1110]
notice-address: હાઉસ "એમ", મોન્ટીયલ ટીટીસ પાર્ક, ઈસ્કોન મંદિર અને રાજપથ ક્લબની વચ્ચે, એસ.જી. હાઈવે, બોડકદેવ, અમદાવાદ-૩૮૦૦૫૯. ફોન નંબર : ૨૯૭૧૦૧૦૦, ૨૯૭૧૦૨૦૦. bbox=[858, 1533, 1200, 1556]
notice-date: તારીખ : ૨૪-૦૩-૨૦૨૬ bbox=[1237, 231, 1315, 242]
notice-date: તારીખ : ૨૪-૦૩-૨૦૨૬ bbox=[1237, 1966, 1315, 1977]
notice-body: આથી જાહેર જનતાને જણાવવાનું કે, ગામ-સાણંદ, તાલુકા સાણંદ ના મોજે જી.ડી. ના સર્વે નંબર તથા ફાઈનલ પ્લોટ નંબરવાળી મિલ્કત અમારા અસીલે ખરીદ કરવાનું નક્કી કરેલ છે. સદરહુ મિલ્કત પરત્વે કોઈપણ પ્રકારનો હક્ક, હિત, હિસ્સો, દાવો કે બોજો હોય તો આ નોટિસ પ્રસિધ્ધ થયેથી દિન-૭ (સાત) માં અમોને લેખિત પુરાવા સહિત જાણ કરવી. તેમ કરવામાં નહીં આવે તો સદરહુ મિલ્કત ટાઈટલ ક્લીયર અને માર્કેટેબલ છે તેમ ગણી સોદો પૂરો કરવામાં આવશે. અને ત્યારબાદ કોઈની કોઈ તકરાર ચાલશે નહીં. જેની ખાસ નોંધ લેવી. bbox=[858, 1706, 1211, 1803]
anniversary-pravinbhai bbox=[849, 81, 1029, 705]
public-notice bbox=[35, 1725, 433, 2204]
notice-label: જાહેર નોટિસ bbox=[1237, 1612, 1419, 1655]
cmyk-dot bbox=[808, 2253, 818, 2264]
notice-lawyer: (સલીમઅહેમદ ખાન બાવ. પઠાણ) એડવોકેટ, bbox=[642, 1082, 832, 1095]
notice-lawyer: પી પટેલ એન્ડ કંપની, bbox=[740, 1596, 832, 1608]
obit-family: પિયર પક્ષનું બેસણું ઉપરોક્ત સ્થળે અને સમયે રાખેલ છે bbox=[138, 812, 330, 823]
masthead bbox=[35, 17, 1583, 69]
notice-body: આથી જાહેર જનતાને જણાવવાનું કે, ગામ-સાણંદ, તાલુકા સાણંદ ના મોજે જી.ડી. ના સર્વે નંબર તથા ફાઈનલ પ્લોટ નંબરવાળી મિલ્કત અમારા અસીલે ખરીદ કરવાનું નક્કી કરેલ છે. સદરહુ મિલ્કત પરત્વે કોઈપણ પ્રકારનો હક્ક, હિત, હિસ્સો, દાવો કે બોજો હોય તો આ નોટિસ પ્રસિધ્ધ થયેથી દિન-૭ (સાત) માં અમોને લેખિત પુરાવા સહિત જાણ કરવી. તેમ કરવામાં નહીં આવે તો સદરહુ મિલ્કત ટાઈટલ ક્લીયર અને માર્કેટેબલ છે તેમ ગણી સોદો પૂરો કરવામાં આવશે. અને ત્યારબાદ કોઈની કોઈ તકરાર ચાલશે નહીં. જેની ખાસ નોંધ લેવી. bbox=[1237, 1657, 1575, 1754]
notice-firm: સોલીસીટર્સ, એડવોકેટ્સ એન્ડ નોટરી bbox=[703, 1608, 832, 1619]
cmyk-dot bbox=[763, 2253, 773, 2264]
public-notice bbox=[1228, 402, 1583, 956]
obit-firm: ફર્મ : Vraj Trading Co. - Madhupura, Ahmedabad bbox=[526, 693, 756, 704]
notice-body: આથી જાહેર જનતાને જણાવવાનું કે, ગામ-સાણંદ, તાલુકા સાણંદ ના મોજે જી.ડી. ના સર્વે નંબર તથા ફાઈનલ પ્લોટ નંબરવાળી મિલ્કત અમારા અસીલે ખરીદ કરવાનું નક્કી કરેલ છે. સદરહુ મિલ્કત પરત્વે કોઈપણ પ્રકારનો હક્ક, હિત, હિસ્સો, દાવો કે બોજો હોય તો આ નોટિસ પ્રસિધ્ધ થયેથી દિન-૭ (સાત) માં અમોને લેખિત પુરાવા સહિત જાણ કરવી. તેમ કરવામાં નહીં આવે તો સદરહુ મિલ્કત ટાઈટલ ક્લીયર અને માર્કેટેબલ છે તેમ ગણી સોદો પૂરો કરવામાં આવશે. અને ત્યારબાદ કોઈની કોઈ તકરાર ચાલશે નહીં. જેની ખાસ નોંધ લેવી. bbox=[451, 1318, 832, 1402]
notice-date: તારીખ : ૨૪-૦૩-૨૦૨૬ bbox=[858, 2015, 937, 2026]
relative: ગં.સ્વ રીનાબેન યોગેશકુમાર રાવલ bbox=[42, 546, 175, 558]
obit-pre: અમારા વડીલશ્રી bbox=[450, 562, 506, 572]
public-notice-sejwani bbox=[35, 1288, 433, 1716]
portrait-photo bbox=[450, 168, 559, 295]
public-notice bbox=[442, 1699, 841, 2204]
obit-name: મુકેશભાઈ માર્કંડરાય પાઠક bbox=[536, 128, 747, 151]
obit-name: દિલીપભાઈ બાબુભાઈ ગાંધી bbox=[544, 573, 739, 595]
notice-body: આથી જાહેર જનતાને જણાવવાનું કે, ગામ-સાણંદ, તાલુકા સાણંદ ના મોજે જી.ડી. ના સર્વે નંબર તથા ફાઈનલ પ્લોટ નંબરવાળી મિલ્કત અમારા અસીલે ખરીદ કરવાનું નક્કી કરેલ છે. સદરહુ મિલ્કત પરત્વે કોઈપણ પ્રકારનો હક્ક, હિત, હિસ્સો, દાવો કે બોજો હોય તો આ નોટિસ પ્રસિધ્ધ થયેથી દિન-૭ (સાત) માં અમોને લેખિત પુરાવા સહિત જાણ કરવી. તેમ કરવામાં નહીં આવે તો સદરહુ મિલ્કત ટાઈટલ ક્લીયર અને માર્કેટેબલ છે તેમ ગણી સોદો પૂરો કરવામાં આવશે. અને ત્યારબાદ કોઈની કોઈ તકરાર ચાલશે નહીં. જેની ખાસ નોંધ લેવી. bbox=[451, 893, 832, 977]
public-notice-prateek bbox=[849, 714, 1219, 1130]
cmyk-dot bbox=[65, 2253, 75, 2264]
obit-name: શ્રીમતી મુક્તાબેન રમણીકલાલ પટેલ bbox=[189, 662, 373, 676]
obit-footer: ફર્મ : નારાયણી સેલ્સ કોર્પોરેશન • મોહન સેલ્સ કોર્પોરેશન અમદાવાદ bbox=[115, 1257, 353, 1267]
notice-address: હાઉસ "એમ", મોન્ટીયલ ટીટીસ પાર્ક, ઈસ્કોન મંદિર અને રાજપથ ક્લબની વચ્ચે, એસ.જી. હાઈવે, બોડકદેવ, અમદાવાદ-૩૮૦૦૫૯. ફોન નંબર : ૨૯૭૧૦૧૦૦, ૨૯૭૧૦૨૦૦. bbox=[43, 2080, 421, 2103]
obit-venue: મહાલક્ષ્મી સ્મશાનગૃહ BRTS બસ સ્ટોપ સામે, રામદાસનગર, સેટેલાઈટ રોડ, અમદાવાદ. bbox=[450, 302, 797, 313]
relative: ધવલ કનૈયાલાલ રાવલ bbox=[238, 562, 328, 574]
relative: રાજેશ્વરી રાજીવ પટેલ (પુત્રી) bbox=[238, 771, 336, 782]
notice-body: આથી જાહેર જનતાને જણાવવાનું કે, ગામ-સાણંદ, તાલુકા સાણંદ ના મોજે જી.ડી. ના સર્વે નંબર તથા ફાઈનલ પ્લોટ નંબરવાળી મિલ્કત અમારા અસીલે ખરીદ કરવાનું નક્કી કરેલ છે. સદરહુ મિલ્કત પરત્વે કોઈપણ પ્રકારનો હક્ક, હિત, હિસ્સો, દાવો કે બોજો હોય તો આ નોટિસ પ્રસિધ્ધ થયેથી દિન-૭ (સાત) માં અમોને લેખિત પુરાવા સહિત જાણ કરવી. તેમ કરવામાં નહીં આવે તો સદરહુ મિલ્કત ટાઈટલ ક્લીયર અને માર્કેટેબલ છે તેમ ગણી સોદો પૂરો કરવામાં આવશે. અને ત્યારબાદ કોઈની કોઈ તકરાર ચાલશે નહીં. જેની ખાસ નોંધ લેવી. bbox=[1237, 449, 1575, 547]
news-body: અમદાવાદ, સોમવાર: દર વર્ષે ડિજિટલ ગુજરાત પ્લેટફોર્મ પર વિવિધ સેવાઓને લગતી સવા કરોડ જેટલી અરજીઓ પૈકી ૯૭ લાખ જેટલી તો માત્ર આવક, જાતિના દાખલા, નોન ક્રિમી લેયર સર્ટિફિકેટ, રેશન કાર્ડમાં સુધારા-વધારા સહિતના દસ્તાવેજોને લગતી હોય છે. અત્યાર સુધી આ તમામ સેવાઓ માટેના માત્ર ફોર્મ ઓનલાઇન ડાઉનલોડ કરી શકાતા હતા. bbox=[1041, 288, 1213, 414]
notice-address: હાઉસ "એમ", મોન્ટીયલ ટીટીસ પાર્ક, ઈસ્કોન મંદિર અને રાજપથ ક્લબની વચ્ચે, એસ.જી. હાઈવે, બોડકદેવ, અમદાવાદ-૩૮૦૦૫૯. ફોન નંબર : ૨૯૭૧૦૧૦૦, ૨૯૭૧૦૨૦૦. bbox=[1237, 1463, 1553, 1486]
obit-name: વિમળાબેન અરવિંદભાઈ શાહ bbox=[162, 131, 411, 157]
notice-label: જાહેર નોટિસ bbox=[858, 1141, 1041, 1184]
cmyk-dot bbox=[80, 2253, 90, 2264]
news-article-income-caste bbox=[1034, 81, 1219, 705]
obit-tag: બેસણું bbox=[578, 409, 705, 434]
public-notice bbox=[849, 1658, 1219, 2204]
notice-body: આથી જાહેર જનતાને જણાવવાનું કે, ગામ-સાણંદ, તાલુકા સાણંદ ના મોજે જી.ડી. ના સર્વે નંબર તથા ફાઈનલ પ્લોટ નંબરવાળી મિલ્કત અમારા અસીલે ખરીદ કરવાનું નક્કી કરેલ છે. સદરહુ મિલ્કત પરત્વે કોઈપણ પ્રકારનો હક્ક, હિત, હિસ્સો, દાવો કે બોજો હોય તો આ નોટિસ પ્રસિધ્ધ થયેથી દિન-૭ (સાત) માં અમોને લેખિત પુરાવા સહિત જાણ કરવી. તેમ કરવામાં નહીં આવે તો સદરહુ મિલ્કત ટાઈટલ ક્લીયર અને માર્કેટેબલ છે તેમ ગણી સોદો પૂરો કરવામાં આવશે. અને ત્યારબાદ કોઈની કોઈ તકરાર ચાલશે નહીં. જેની ખાસ નોંધ લેવી. bbox=[1237, 552, 1575, 650]
relative: શ્રેતલ નિરેન ગાંધી bbox=[450, 664, 510, 675]
notice-body: આથી જાહેર જનતાને જણાવવાનું કે, ગામ-સાણંદ, તાલુકા સાણંદ ના મોજે જી.ડી. ના સર્વે નંબર તથા ફાઈનલ પ્લોટ નંબરવાળી મિલ્કત અમારા અસીલે ખરીદ કરવાનું નક્કી કરેલ છે. સદરહુ મિલ્કત પરત્વે કોઈપણ પ્રકારનો હક્ક, હિત, હિસ્સો, દાવો કે બોજો હોય તો આ નોટિસ પ્રસિધ્ધ થયેથી દિન-૭ (સાત) માં અમોને લેખિત પુરાવા સહિત જાણ કરવી. તેમ કરવામાં નહીં આવે તો સદરહુ મિલ્કત ટાઈટલ ક્લીયર અને માર્કેટેબલ છે તેમ ગણી સોદો પૂરો કરવામાં આવશે. અને ત્યારબાદ કોઈની કોઈ તકરાર ચાલશે નહીં. જેની ખાસ નોંધ લેવી. bbox=[43, 1950, 425, 2033]
portrait-photo bbox=[589, 440, 693, 555]
relative: ભાવનાબેન ભરતકુમાર શાહ bbox=[42, 289, 135, 300]
print-registration-marks bbox=[763, 2253, 818, 2271]
notice-date: તારીખ : ૨૪-૦૩-૨૦૨૬ bbox=[858, 1495, 937, 1506]
obit-body: ગૌરીમા કોલવડાવાળા)નું તા. ૧૫-૩-૨૦૨૬ના રોજ દુઃખદ અવસાન થયેલ છે. જેમનું સદ્‌ગતનું બેસણું તા.૨૪-૩-૨૦૨૬ ને મંગળવારના રોજ સવારે ૯ થી ૧૨ કલાકે રાખેલ છે. bbox=[136, 420, 426, 460]
cmyk-dot bbox=[1514, 2253, 1524, 2264]
print-registration-marks bbox=[35, 2253, 90, 2271]
obit-body: તા.૨૩-૦૩-૨૦૨૬ને સોમવારના રોજ અરિહંતશરણ પામેલ છે. સદ્‌ગતનું બેસણું (પ્રાર્થનાસભા) તા.૨૪-૦૩-૨૦૨૬, મંગળવારના રોજ સવારે ૯-૦૦ થી ૧૧-૦૦ કલાકે રાખેલ છે. bbox=[147, 162, 426, 202]
notice-firm: સોલીસીટર્સ, એડવોકેટ્સ એન્ડ કોર્પોરેટ એટર્નીઝ bbox=[1042, 2039, 1211, 2050]
relative: કૈલાસબેન દિપકભાઈ શાહ bbox=[42, 263, 132, 273]
notice-body: આથી જાહેર જનતાને જણાવવાનું કે, ગામ-સાણંદ, તાલુકા સાણંદ ના મોજે જી.ડી. ના સર્વે નંબર તથા ફાઈનલ પ્લોટ નંબરવાળી મિલ્કત અમારા અસીલે ખરીદ કરવાનું નક્કી કરેલ છે. સદરહુ મિલ્કત પરત્વે કોઈપણ પ્રકારનો હક્ક, હિત, હિસ્સો, દાવો કે બોજો હોય તો આ નોટિસ પ્રસિધ્ધ થયેથી દિન-૭ (સાત) માં અમોને લેખિત પુરાવા સહિત જાણ કરવી. તેમ કરવામાં નહીં આવે તો સદરહુ મિલ્કત ટાઈટલ ક્લીયર અને માર્કેટેબલ છે તેમ ગણી સોદો પૂરો કરવામાં આવશે. અને ત્યારબાદ કોઈની કોઈ તકરાર ચાલશે નહીં. જેની ખાસ નોંધ લેવી. bbox=[451, 1747, 832, 1830]
notice-firm: Advocate & Mediator, 303 Rajvi Flats30 Mahalaxmi Society Paldi Ahemadavad 380007 (Mo) 9825060600 bbox=[858, 991, 1198, 1014]
anniversary-body: આથી જાહેર જનતાને જણાવવાનું કે, ગામ-સાણંદ, તાલુકા સાણંદ ના મોજે જી.ડી. ના સર્વે નંબર તથા ફાઈનલ પ્લોટ નંબરવાળી મિલ્કત અમારા અસીલે ખરીદ કરવાનું નક્કી કરેલ છે. સદરહુ મિલ્કત પરત્વે કોઈપણ પ્રકારનો હક્ક, હિત, હિસ્સો, દાવો કે બોજો હોય તો આ નોટિસ પ્રસિધ્ધ થયેથી દિન-૭ (સાત) માં અમોને લેખિત પુરાવા સહિત જાણ કરવી. તેમ કરવામાં નહીં આવે તો સદરહુ મિલ્કત ટાઈટલ ક્લીયર અને માર્કેટેબલ છે તેમ ગણી સોદો પૂરો કરવામાં આવશે. અને ત્યારબાદ કોઈની કોઈ તકરાર ચાલશે નહીં. જેની ખાસ નોંધ લેવી. bbox=[856, 300, 1022, 497]
obit-tag: શોક સભા / બેસના bbox=[42, 860, 426, 882]
relative: નિતાબેન પ્રકાશભાઈ શાહ bbox=[42, 276, 129, 287]
portrait-photo bbox=[42, 649, 129, 753]
relative: ચિન્મી માલવ શાહ bbox=[42, 303, 105, 313]
anniversary-retired: RETIRED - JTO (AUDA) bbox=[886, 281, 992, 292]
notice-body: આથી જાહેર જનતાને જણાવવાનું કે, ગામ-સાણંદ, તાલુકા સાણંદ ના મોજે જી.ડી. ના સર્વે નંબર તથા ફાઈનલ પ્લોટ નંબરવાળી મિલ્કત અમારા અસીલે ખરીદ કરવાનું નક્કી કરેલ છે. સદરહુ મિલ્કત પરત્વે કોઈપણ પ્રકારનો હક્ક, હિત, હિસ્સો, દાવો કે બોજો હોય તો આ નોટિસ પ્રસિધ્ધ થયેથી દિન-૭ (સાત) માં અમોને લેખિત પુરાવા સહિત જાણ કરવી. તેમ કરવામાં નહીં આવે તો સદરહુ મિલ્કત ટાઈટલ ક્લીયર અને માર્કેટેબલ છે તેમ ગણી સોદો પૂરો કરવામાં આવશે. અને ત્યારબાદ કોઈની કોઈ તકરાર ચાલશે નહીં. જેની ખાસ નોંધ લેવી. bbox=[451, 1407, 832, 1490]
notice-address: હાઉસ "એમ", મોન્ટીયલ ટીટીસ પાર્ક, ઈસ્કોન મંદિર અને રાજપથ ક્લબની વચ્ચે, એસ.જી. હાઈવે, બોડકદેવ, અમદાવાદ-૩૮૦૦૫૯. ફોન નંબર : ૨૯૭૧૦૧૦૦, ૨૯૭૧૦૨૦૦. bbox=[1237, 2004, 1553, 2027]
notice-body: આથી જાહેર જનતાને જણાવવાનું કે, ગામ-સાણંદ, તાલુકા સાણંદ ના મોજે જી.ડી. ના સર્વે નંબર તથા ફાઈનલ પ્લોટ નંબરવાળી મિલ્કત અમારા અસીલે ખરીદ કરવાનું નક્કી કરેલ છે. સદરહુ મિલ્કત પરત્વે કોઈપણ પ્રકારનો હક્ક, હિત, હિસ્સો, દાવો કે બોજો હોય તો આ નોટિસ પ્રસિધ્ધ થયેથી દિન-૭ (સાત) માં અમોને લેખિત પુરાવા સહિત જાણ કરવી. તેમ કરવામાં નહીં આવે તો સદરહુ મિલ્કત ટાઈટલ ક્લીયર અને માર્કેટેબલ છે તેમ ગણી સોદો પૂરો કરવામાં આવશે. અને ત્યારબાદ કોઈની કોઈ તકરાર ચાલશે નહીં. જેની ખાસ નોંધ લેવી. bbox=[451, 1924, 832, 2007]
portrait-photo bbox=[881, 111, 997, 250]
